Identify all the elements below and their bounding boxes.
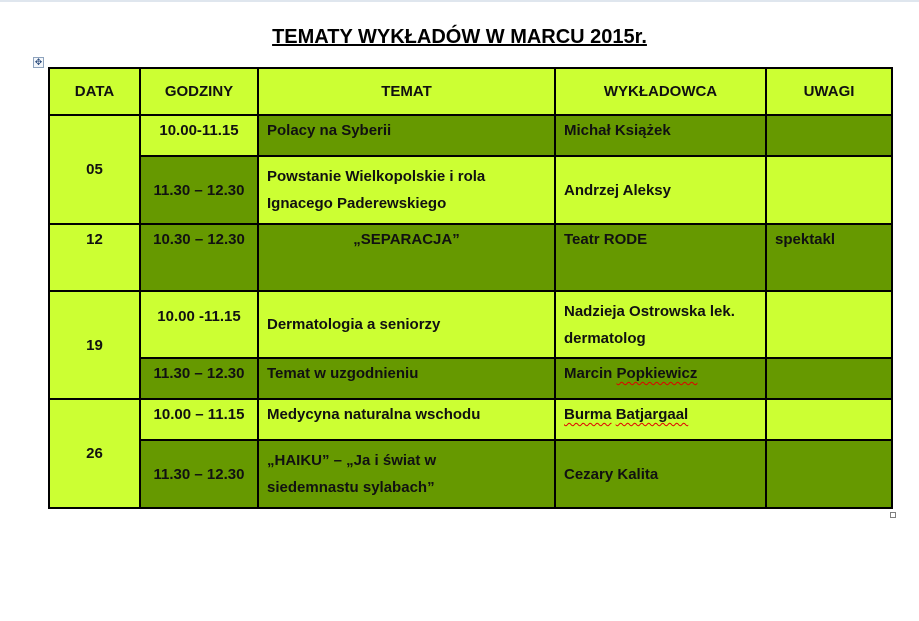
topic-line: siedemnastu sylabach” (267, 479, 435, 496)
lecturer-first-name: Burma (564, 406, 612, 423)
table-row (49, 156, 892, 224)
date-cell: 19 (49, 291, 140, 399)
date-cell: 05 (49, 115, 140, 224)
header-topic: TEMAT (258, 68, 555, 115)
lecturer-line: dermatolog (564, 329, 646, 347)
hours-cell: 10.00-11.15 (140, 115, 258, 156)
lecturer-cell: Cezary Kalita (555, 440, 766, 508)
date-cell: 26 (49, 399, 140, 508)
hours-cell: 10.00 -11.15 (140, 291, 258, 358)
lecturer-cell (555, 291, 766, 358)
hours-cell: 10.00 – 11.15 (140, 399, 258, 440)
table-row (49, 399, 892, 440)
notes-cell (766, 156, 892, 224)
topic-cell: Temat w uzgodnieniu (258, 358, 555, 399)
lecturer-cell: Michał Książek (555, 115, 766, 156)
lecturer-first-name: Marcin (564, 365, 613, 382)
notes-cell: spektakl (766, 224, 892, 291)
lecturer-cell: Andrzej Aleksy (555, 156, 766, 224)
notes-cell (766, 358, 892, 399)
date-cell: 12 (49, 224, 140, 291)
hours-cell: 11.30 – 12.30 (140, 358, 258, 399)
topic-cell: Medycyna naturalna wschodu (258, 399, 555, 440)
table-row (49, 440, 892, 508)
topic-line: „HAIKU” – „Ja i świat w (267, 452, 437, 469)
topic-line: Powstanie Wielkopolskie i rola (267, 168, 486, 185)
lecturer-cell (555, 399, 766, 440)
lecturer-last-name: Batjargaal (615, 406, 689, 423)
hours-cell: 11.30 – 12.30 (140, 440, 258, 508)
topic-cell (258, 156, 555, 224)
notes-cell (766, 291, 892, 358)
notes-cell (766, 399, 892, 440)
table-row (49, 358, 892, 399)
lecturer-cell (555, 358, 766, 399)
header-date: DATA (49, 68, 140, 115)
table-header-row (49, 68, 892, 115)
page-title (0, 26, 919, 49)
notes-cell (766, 440, 892, 508)
hours-cell: 11.30 – 12.30 (140, 156, 258, 224)
table-row (49, 115, 892, 156)
table-row (49, 224, 892, 291)
top-border-rule (0, 0, 919, 2)
lecturer-last-name: Popkiewicz (616, 365, 698, 382)
hours-cell: 10.30 – 12.30 (140, 224, 258, 291)
four-way-arrow-icon[interactable]: ✥ (34, 57, 43, 67)
header-lecturer: WYKŁADOWCA (555, 68, 766, 115)
topic-cell: „SEPARACJA” (258, 224, 555, 291)
topic-line: Ignacego Paderewskiego (267, 195, 447, 212)
notes-cell (766, 115, 892, 156)
lecture-schedule-table (48, 67, 893, 509)
lecturer-cell: Teatr RODE (555, 224, 766, 291)
header-notes: UWAGI (766, 68, 892, 115)
resize-square-icon[interactable] (890, 512, 896, 518)
page-title-text: TEMATY WYKŁADÓW W MARCU 2015r. (272, 26, 647, 48)
table-row (49, 291, 892, 358)
topic-cell (258, 440, 555, 508)
topic-cell: Dermatologia a seniorzy (258, 291, 555, 358)
lecturer-line: Nadzieja Ostrowska lek. (564, 302, 735, 320)
header-hours: GODZINY (140, 68, 258, 115)
topic-cell: Polacy na Syberii (258, 115, 555, 156)
